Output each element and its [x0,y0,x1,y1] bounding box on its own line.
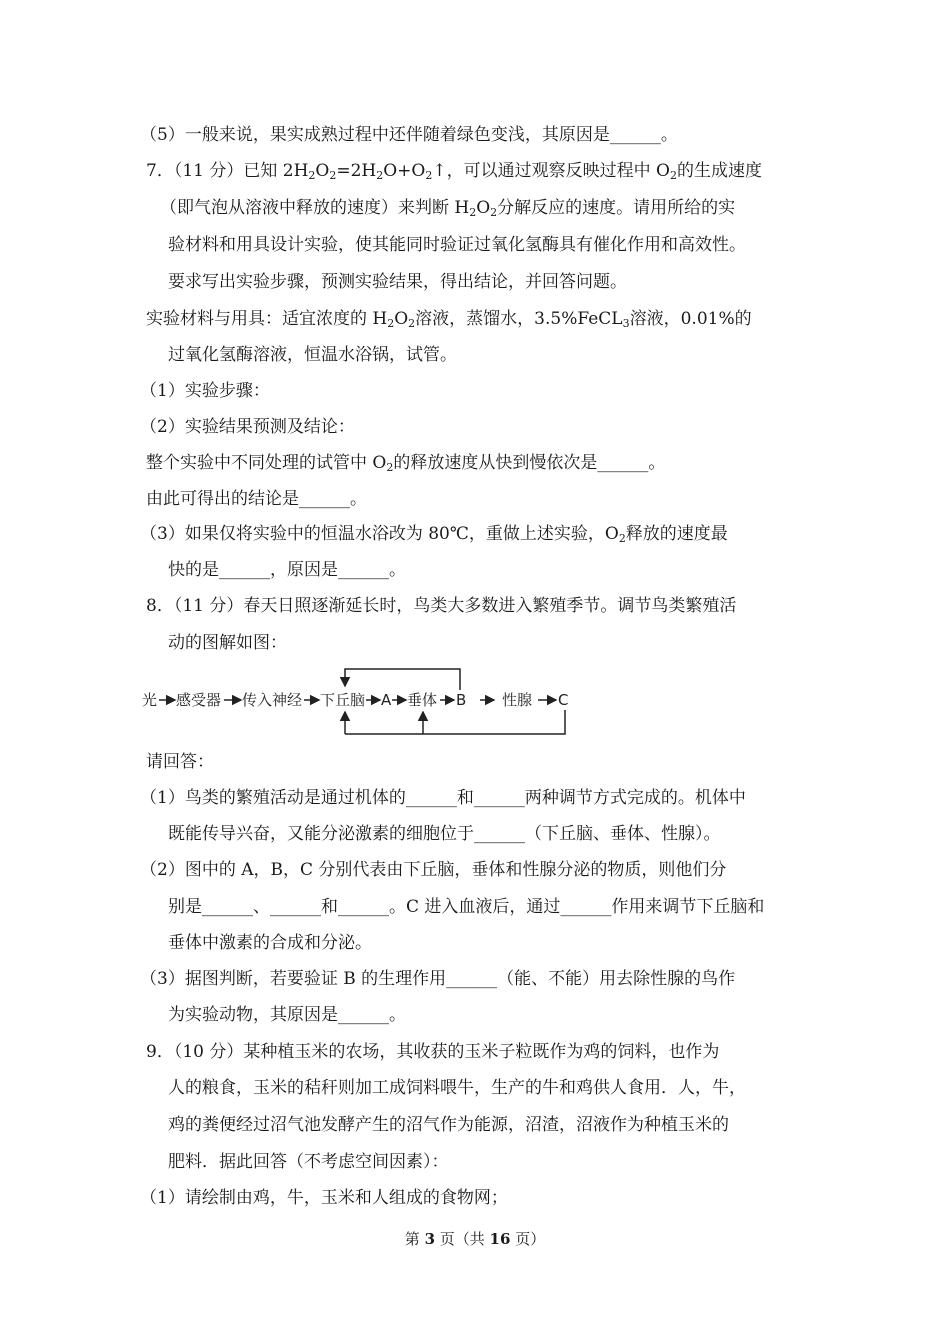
regulation-diagram [140,664,580,738]
q7-conclusion: 由此可得出的结论是______。 [146,489,367,509]
q7-part3-cont: 快的是______，原因是______。 [168,560,406,580]
q7-part2: （2）实验结果预测及结论： [140,417,355,437]
node-hypothalamus: 下丘脑 [320,691,366,709]
q7-line4: 要求写出实验步骤，预测实验结果，得出结论，并回答问题。 [168,272,627,292]
page-number: 3 [424,1230,435,1248]
node-receptor: 感受器 [176,691,222,709]
q8-part1: （1）鸟类的繁殖活动是通过机体的______和______两种调节方式完成的。机体中 [140,788,746,808]
q8-part3-cont: 为实验动物，其原因是______。 [168,1005,406,1025]
q9-line3: 鸡的粪便经过沼气池发酵产生的沼气作为能源，沼渣，沼液作为种植玉米的 [168,1115,729,1135]
q7-result: 整个实验中不同处理的试管中 $O_2$的释放速度从快到慢依次是______。 [146,453,666,474]
q8-part2: （2）图中的 A，B，C 分别代表由下丘脑，垂体和性腺分泌的物质，则他们分 [140,860,727,880]
q7-line3: 验材料和用具设计实验，使其能同时验证过氧化氢酶具有催化作用和高效性。 [168,235,746,255]
q9-part1: （1）请绘制由鸡，牛，玉米和人组成的食物网； [140,1188,508,1208]
node-c: C [558,691,569,709]
node-b: B [456,691,467,709]
node-a: A [381,691,392,709]
q8-line1: 8．（11 分）春天日照逐渐延长时，鸟类大多数进入繁殖季节。调节鸟类繁殖活 [146,596,737,616]
q8-part2-cont2: 垂体中激素的合成和分泌。 [168,933,372,953]
q8-part3: （3）据图判断，若要验证 B 的生理作用______（能、不能）用去除性腺的鸟作 [140,969,736,989]
page-footer: 第 3 页（共 16 页） [404,1230,546,1248]
q9-line1: 9．（10 分）某种植玉米的农场，其收获的玉米子粒既作为鸡的饲料，也作为 [146,1042,720,1062]
node-pituitary: 垂体 [407,691,438,709]
feedback-c-line [345,710,565,734]
node-gonad: 性腺 [502,691,533,709]
q8-prompt: 请回答： [146,752,214,772]
feedback-b-to-hypothalamus [345,669,460,690]
q6-part5: （5）一般来说，果实成熟过程中还伴随着绿色变浅，其原因是______。 [140,125,678,145]
q8-part1-cont: 既能传导兴奋，又能分泌激素的细胞位于______（下丘脑、垂体、性腺）。 [168,824,721,844]
q9-line2: 人的粮食，玉米的秸秆则加工成饲料喂牛，生产的牛和鸡供人食用．人，牛， [168,1078,746,1098]
q7-part3: （3）如果仅将实验中的恒温水浴改为 80℃，重做上述实验，$O_2$释放的速度最 [140,524,728,545]
q7-materials: 实验材料与用具：适宜浓度的 $H_2O_2$溶液，蒸馏水，3.5%FeCL$_3$溶液，0.01%的 [146,309,752,330]
node-light: 光 [142,691,158,709]
q7-part1: （1）实验步骤： [140,381,270,401]
q7-line1: 7．（11 分）已知 $2H_2O_2=2H_2O+O_2↑$，可以通过观察反映过程中 $O_2$的生成速度 [146,161,762,182]
q8-part2-cont: 别是______、______和______。C 进入血液后，通过______作用来调节下丘脑和 [168,897,765,917]
q8-line2: 动的图解如图： [168,633,287,653]
page-total: 16 [489,1230,511,1248]
q9-line4: 肥料．据此回答（不考虑空间因素）： [168,1152,449,1172]
node-afferent-nerve: 传入神经 [242,691,303,709]
q7-materials-cont: 过氧化氢酶溶液，恒温水浴锅，试管。 [168,345,457,365]
q7-line2: （即气泡从溶液中释放的速度）来判断 $H_2O_2$分解反应的速度。请用所给的实 [160,198,736,219]
